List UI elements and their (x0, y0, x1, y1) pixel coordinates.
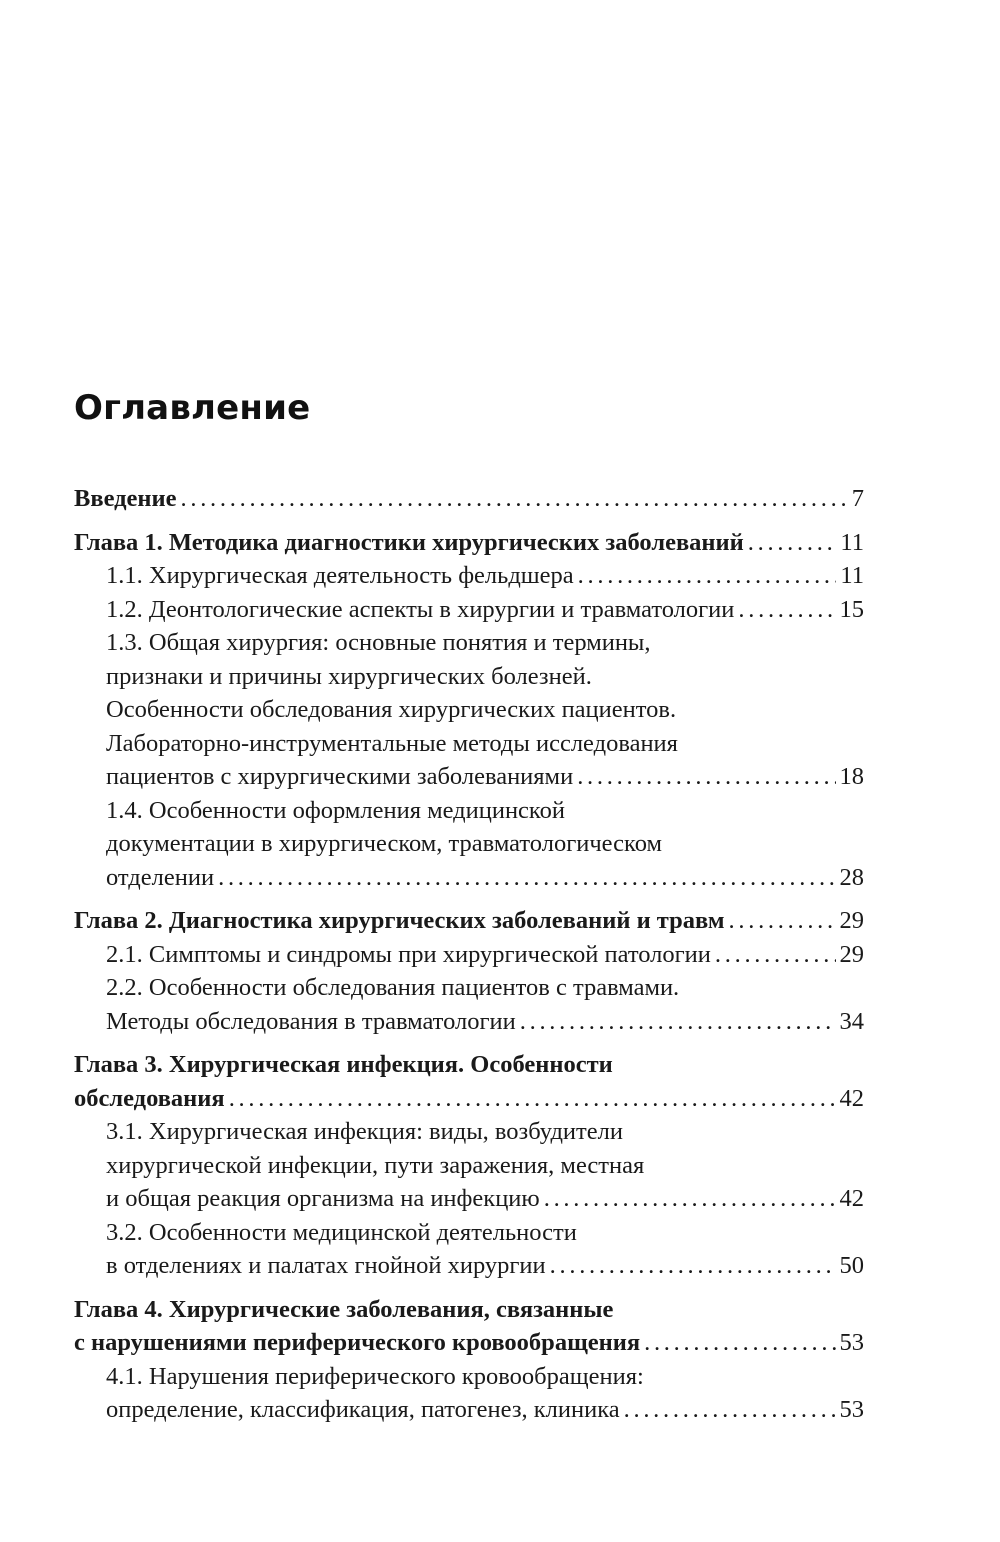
toc-entry-text: отделении (106, 863, 215, 891)
toc-entry-text: обследования (74, 1084, 225, 1112)
toc-chapter-entry[interactable] (74, 904, 864, 938)
toc-section-entry[interactable] (106, 1360, 864, 1427)
toc-section-entry[interactable] (106, 938, 864, 972)
dot-leader (748, 526, 837, 560)
toc-entry-text: 4.1. Нарушения периферического кровообращения: (106, 1362, 644, 1390)
toc-entry-text: 1.4. Особенности оформления медицинской (106, 796, 565, 824)
page-number: 7 (851, 485, 864, 512)
toc-entry-text: документации в хирургическом, травматологическом (106, 830, 662, 857)
toc-entry-text: 3.1. Хирургическая инфекция: виды, возбудители (106, 1118, 623, 1145)
page-number: 53 (839, 1329, 864, 1356)
dot-leader (229, 1082, 836, 1116)
toc-entry-text: пациентов с хирургическими заболеваниями (106, 763, 574, 790)
page-number: 11 (840, 562, 864, 589)
toc-section-entry[interactable] (106, 626, 864, 794)
toc-section-entry[interactable] (106, 593, 864, 627)
toc-entry-text: 1.2. Деонтологические аспекты в хирургии и травматологии (106, 595, 735, 623)
dot-leader (181, 482, 848, 516)
toc-entry-text: хирургической инфекции, пути заражения, местная (106, 1151, 645, 1179)
page-number: 18 (839, 763, 864, 790)
toc-entry-text: Глава 2. Диагностика хирургических заболеваний и травм (74, 907, 725, 934)
toc-entry-text: определение, классификация, патогенез, клиника (106, 1396, 620, 1423)
dot-leader (729, 904, 836, 938)
page-number: 15 (839, 595, 864, 623)
page-number: 28 (839, 863, 864, 891)
page-number: 29 (839, 940, 864, 968)
toc-entry-text: признаки и причины хирургических болезней. (106, 662, 592, 690)
page-number: 42 (839, 1185, 864, 1212)
page-number: 29 (839, 907, 864, 934)
dot-leader (550, 1249, 836, 1283)
toc-entry-text: 1.3. Общая хирургия: основные понятия и термины, (106, 629, 651, 656)
page-number: 42 (839, 1084, 864, 1112)
page-number: 11 (840, 528, 864, 556)
page-number: 53 (839, 1396, 864, 1423)
dot-leader (644, 1326, 835, 1360)
toc-chapter-entry[interactable] (74, 482, 864, 516)
page-title: Оглавление (74, 388, 311, 428)
toc-entry-text: в отделениях и палатах гнойной хирургии (106, 1252, 546, 1279)
toc-entry-text: 1.1. Хирургическая деятельность фельдшера (106, 562, 574, 589)
toc-entry-text: и общая реакция организма на инфекцию (106, 1185, 540, 1212)
toc-chapter-entry[interactable] (74, 1048, 864, 1115)
dot-leader (738, 593, 835, 627)
toc-entry-text: Лабораторно-инструментальные методы исследования (106, 729, 678, 757)
dot-leader (218, 861, 835, 895)
toc-entry-text: с нарушениями периферического кровообращения (74, 1329, 641, 1356)
toc-entry-text: Глава 3. Хирургическая инфекция. Особенности (74, 1051, 613, 1078)
toc-entry-text: Особенности обследования хирургических пациентов. (106, 696, 677, 723)
toc-entry-text: Введение (74, 485, 177, 512)
table-of-contents (74, 482, 864, 1427)
toc-entry-text: Методы обследования в травматологии (106, 1007, 516, 1035)
dot-leader (577, 760, 835, 794)
toc-section-entry[interactable] (106, 559, 864, 593)
toc-section-entry[interactable] (106, 1115, 864, 1216)
dot-leader (715, 938, 836, 972)
toc-entry-text: 3.2. Особенности медицинской деятельности (106, 1218, 577, 1246)
dot-leader (544, 1182, 836, 1216)
page-number: 50 (839, 1252, 864, 1279)
toc-entry-text: Глава 4. Хирургические заболевания, связанные (74, 1295, 614, 1323)
toc-entry-text: Глава 1. Методика диагностики хирургических заболеваний (74, 528, 744, 556)
dot-leader (520, 1005, 836, 1039)
toc-chapter-entry[interactable] (74, 526, 864, 560)
dot-leader (578, 559, 837, 593)
toc-entry-text: 2.2. Особенности обследования пациентов с травмами. (106, 974, 680, 1001)
toc-entry-text: 2.1. Симптомы и синдромы при хирургической патологии (106, 940, 711, 968)
toc-section-entry[interactable] (106, 1216, 864, 1283)
toc-section-entry[interactable] (106, 794, 864, 895)
page-number: 34 (839, 1007, 864, 1035)
toc-chapter-entry[interactable] (74, 1293, 864, 1360)
toc-section-entry[interactable] (106, 971, 864, 1038)
dot-leader (624, 1393, 836, 1427)
